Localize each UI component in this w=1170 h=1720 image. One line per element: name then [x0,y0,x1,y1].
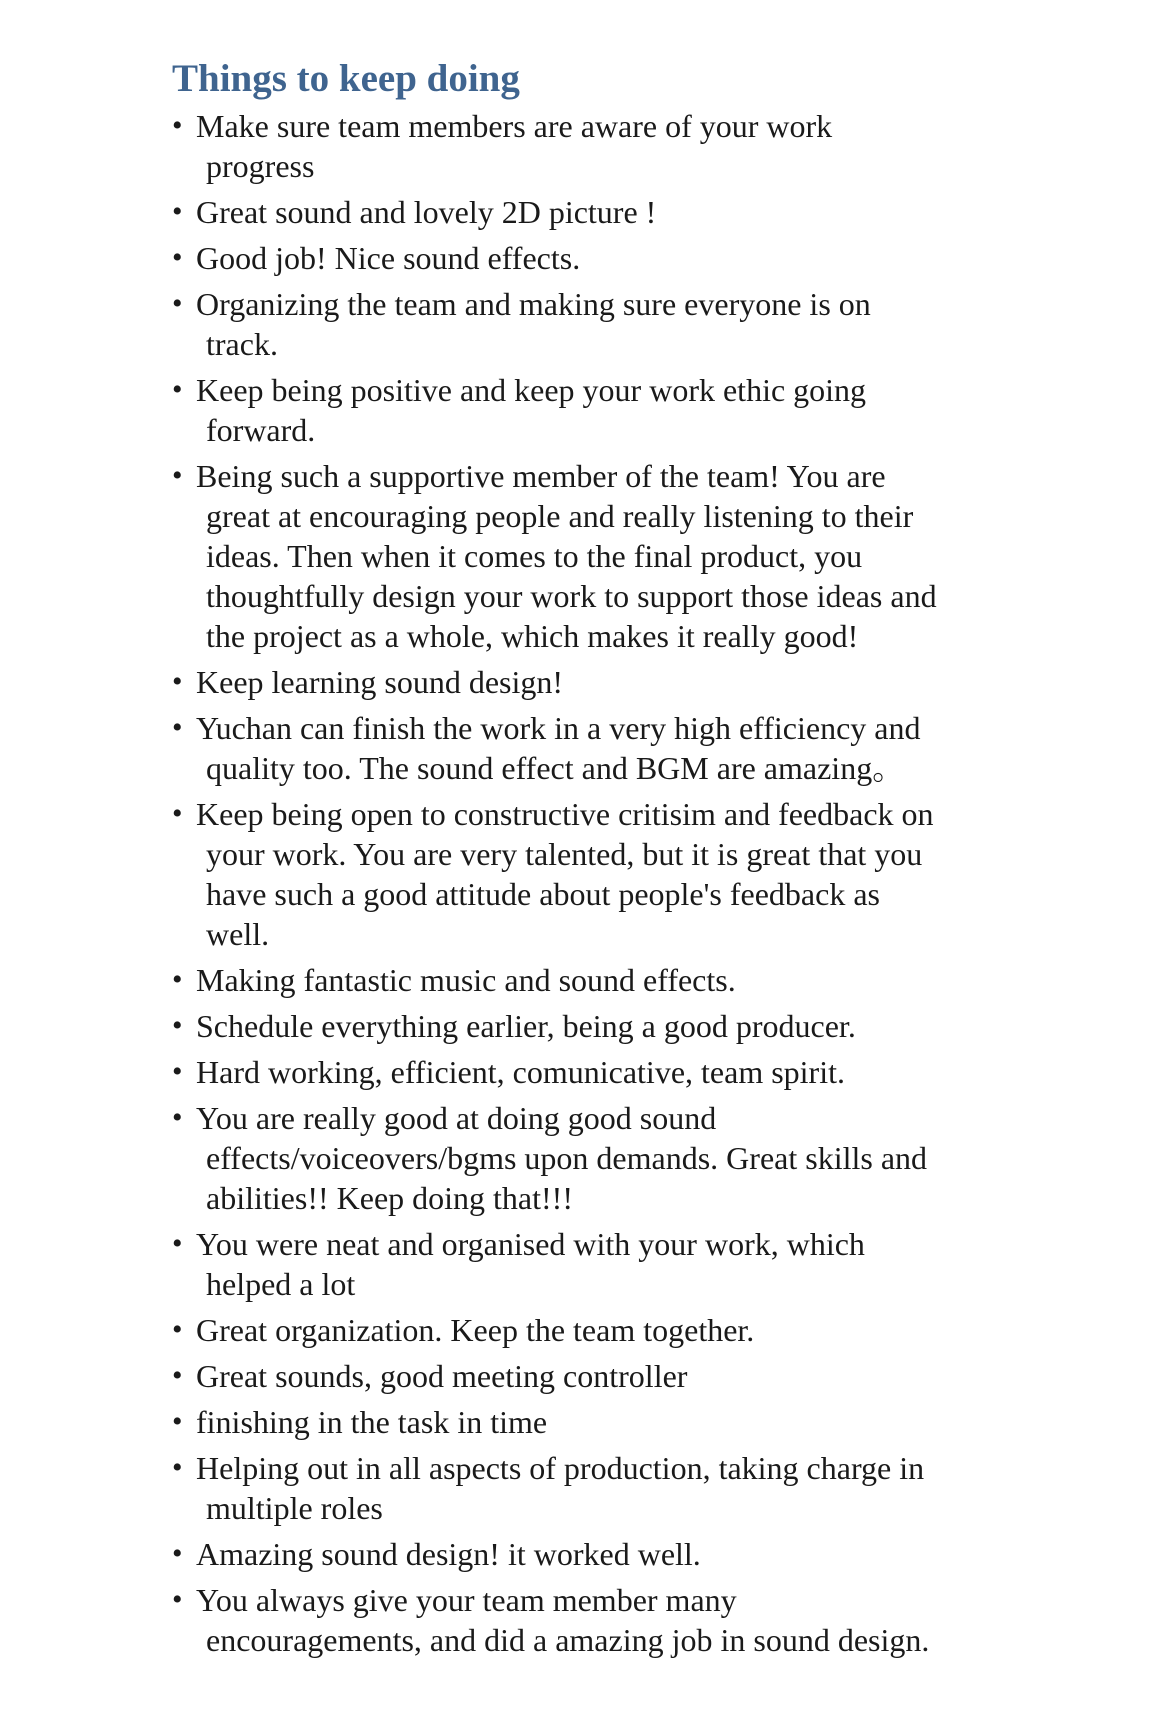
bullet-icon: • [172,373,183,406]
feedback-item [172,370,1022,450]
bullet-icon: • [172,1405,183,1438]
bullet-icon: • [172,665,183,698]
bullet-icon: • [172,459,183,492]
bullet-icon: • [172,287,183,320]
feedback-item-line: track. [206,326,278,362]
feedback-item [172,192,1022,232]
feedback-item [172,708,1022,788]
feedback-item-line: thoughtfully design your work to support those ideas and [206,578,937,614]
feedback-item-line: Organizing the team and making sure everyone is on [196,286,871,322]
feedback-item-line: progress [206,148,315,184]
feedback-item-line: Amazing sound design! it worked well. [196,1536,701,1572]
section-heading: Things to keep doing [172,57,520,100]
feedback-item-line: Good job! Nice sound effects. [196,240,581,276]
bullet-icon: • [172,1359,183,1392]
feedback-page [172,52,1022,1666]
feedback-item [172,960,1022,1000]
bullet-icon: • [172,963,183,996]
bullet-icon: • [172,1313,183,1346]
feedback-item-line: Hard working, efficient, comunicative, team spirit. [196,1054,845,1090]
bullet-icon: • [172,1451,183,1484]
feedback-item [172,106,1022,186]
bullet-icon: • [172,1583,183,1616]
bullet-icon: • [172,1101,183,1134]
feedback-item-line: You are really good at doing good sound [196,1100,717,1136]
feedback-item-line: Great organization. Keep the team together. [196,1312,755,1348]
feedback-item-line: your work. You are very talented, but it is great that you [206,836,923,872]
bullet-icon: • [172,1055,183,1088]
feedback-item-line: Great sounds, good meeting controller [196,1358,688,1394]
feedback-item-line: the project as a whole, which makes it really good! [206,618,859,654]
feedback-item-line: finishing in the task in time [196,1404,548,1440]
feedback-item [172,456,1022,656]
feedback-item-line: You were neat and organised with your work, which [196,1226,865,1262]
feedback-item-line: quality too. The sound effect and BGM are amazing。 [206,750,905,786]
feedback-item [172,1098,1022,1218]
feedback-item-line: abilities!! Keep doing that!!! [206,1180,573,1216]
feedback-item [172,1402,1022,1442]
feedback-item [172,284,1022,364]
feedback-item-line: Helping out in all aspects of production, taking charge in [196,1450,925,1486]
feedback-item [172,1356,1022,1396]
feedback-item-line: forward. [206,412,316,448]
feedback-item [172,238,1022,278]
feedback-item-line: have such a good attitude about people's feedback as [206,876,880,912]
bullet-icon: • [172,711,183,744]
feedback-item-line: encouragements, and did a amazing job in sound design. [206,1622,930,1658]
feedback-item-line: Keep being open to constructive critisim and feedback on [196,796,934,832]
feedback-item [172,1052,1022,1092]
feedback-item [172,1006,1022,1046]
feedback-item [172,1448,1022,1528]
feedback-item-line: Keep learning sound design! [196,664,564,700]
feedback-item-line: Schedule everything earlier, being a good producer. [196,1008,856,1044]
feedback-item [172,662,1022,702]
feedback-item-line: ideas. Then when it comes to the final product, you [206,538,863,574]
bullet-icon: • [172,195,183,228]
feedback-item [172,1310,1022,1350]
bullet-icon: • [172,109,183,142]
feedback-item-line: Being such a supportive member of the team! You are [196,458,886,494]
bullet-icon: • [172,1227,183,1260]
feedback-item [172,794,1022,954]
feedback-item [172,1224,1022,1304]
feedback-item-line: effects/voiceovers/bgms upon demands. Great skills and [206,1140,928,1176]
feedback-item-line: Yuchan can finish the work in a very high efficiency and [196,710,921,746]
feedback-item-line: multiple roles [206,1490,383,1526]
feedback-item-line: You always give your team member many [196,1582,737,1618]
feedback-item [172,1534,1022,1574]
feedback-item-line: well. [206,916,270,952]
feedback-item-line: Keep being positive and keep your work ethic going [196,372,867,408]
bullet-icon: • [172,1009,183,1042]
bullet-icon: • [172,241,183,274]
feedback-item-line: helped a lot [206,1266,356,1302]
feedback-item-line: great at encouraging people and really listening to their [206,498,914,534]
feedback-item-line: Making fantastic music and sound effects. [196,962,736,998]
feedback-item-line: Great sound and lovely 2D picture ! [196,194,657,230]
feedback-list [172,106,1022,1660]
feedback-item-line: Make sure team members are aware of your work [196,108,833,144]
feedback-item [172,1580,1022,1660]
bullet-icon: • [172,797,183,830]
bullet-icon: • [172,1537,183,1570]
